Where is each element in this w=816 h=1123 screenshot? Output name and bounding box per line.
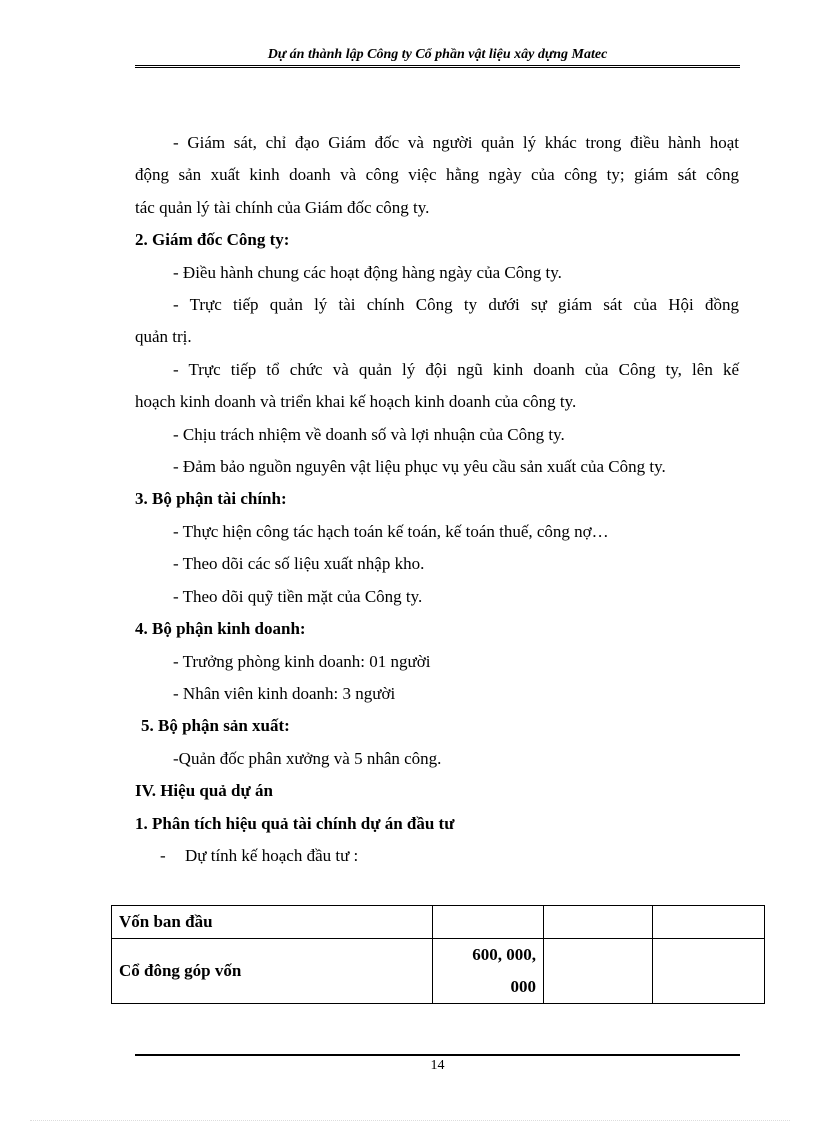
list-item: - Theo dõi quỹ tiền mặt của Công ty.	[173, 586, 423, 606]
footer-rule	[135, 1054, 740, 1056]
header-rule-double	[135, 67, 740, 68]
table-cell-empty	[544, 939, 653, 1004]
table-cell-empty	[653, 939, 765, 1004]
list-item-text: Dự tính kế hoạch đầu tư :	[185, 845, 359, 865]
table-row	[112, 939, 765, 1004]
list-item: - Trực tiếp tổ chức và quản lý đội ngũ kinh doanh của Công ty, lên kế	[173, 359, 739, 379]
table-cell-empty	[433, 906, 544, 939]
bullet-dash: -	[160, 845, 166, 865]
list-item: -Quản đốc phân xưởng và 5 nhân công.	[173, 748, 442, 768]
investment-table	[111, 905, 765, 1004]
page-bottom-divider	[30, 1120, 790, 1121]
list-item: - Trưởng phòng kinh doanh: 01 người	[173, 651, 431, 671]
list-item-continuation: quản trị.	[135, 327, 192, 347]
table-cell-label: Cổ đông góp vốn	[112, 939, 433, 1004]
list-item: - Chịu trách nhiệm về doanh số và lợi nhuận của Công ty.	[173, 424, 565, 444]
paragraph-line: động sản xuất kinh doanh và công việc hằng ngày của công ty; giám sát công	[135, 165, 739, 185]
table-cell-value	[433, 939, 544, 1004]
list-item: - Trực tiếp quản lý tài chính Công ty dưới sự giám sát của Hội đồng	[173, 295, 739, 315]
list-item: - Theo dõi các số liệu xuất nhập kho.	[173, 554, 425, 574]
list-item: - Đảm bảo nguồn nguyên vật liệu phục vụ yêu cầu sản xuất của Công ty.	[173, 457, 666, 477]
list-item-plan	[135, 840, 739, 872]
table-cell-label: Vốn ban đầu	[112, 906, 433, 939]
list-item: - Điều hành chung các hoạt động hàng ngày của Công ty.	[173, 262, 562, 282]
value-line: 000	[510, 977, 536, 996]
page-header-title: Dự án thành lập Công ty Cổ phần vật liệu xây dựng Matec	[267, 47, 608, 62]
section-heading-4: 4. Bộ phận kinh doanh:	[135, 619, 306, 639]
document-body	[135, 127, 739, 872]
section-heading-iv: IV. Hiệu quả dự án	[135, 781, 273, 801]
section-heading-5: 5. Bộ phận sản xuất:	[141, 716, 290, 736]
header-rule	[135, 65, 740, 66]
subsection-heading: 1. Phân tích hiệu quả tài chính dự án đầu tư	[135, 813, 455, 833]
value-line: 600, 000,	[472, 945, 536, 964]
table-row	[112, 906, 765, 939]
section-heading-2: 2. Giám đốc Công ty:	[135, 230, 290, 250]
page-number: 14	[430, 1058, 445, 1073]
list-item-continuation: hoạch kinh doanh và triển khai kế hoạch kinh doanh của công ty.	[135, 392, 577, 412]
table-cell-empty	[653, 906, 765, 939]
list-item: - Nhân viên kinh doanh: 3 người	[173, 683, 396, 703]
paragraph-line: - Giám sát, chỉ đạo Giám đốc và người quản lý khác trong điều hành hoạt	[173, 133, 739, 152]
paragraph-line: tác quản lý tài chính của Giám đốc công ty.	[135, 197, 430, 217]
list-item: - Thực hiện công tác hạch toán kế toán, kế toán thuế, công nợ…	[173, 521, 609, 541]
table-cell-empty	[544, 906, 653, 939]
section-heading-3: 3. Bộ phận tài chính:	[135, 489, 287, 509]
